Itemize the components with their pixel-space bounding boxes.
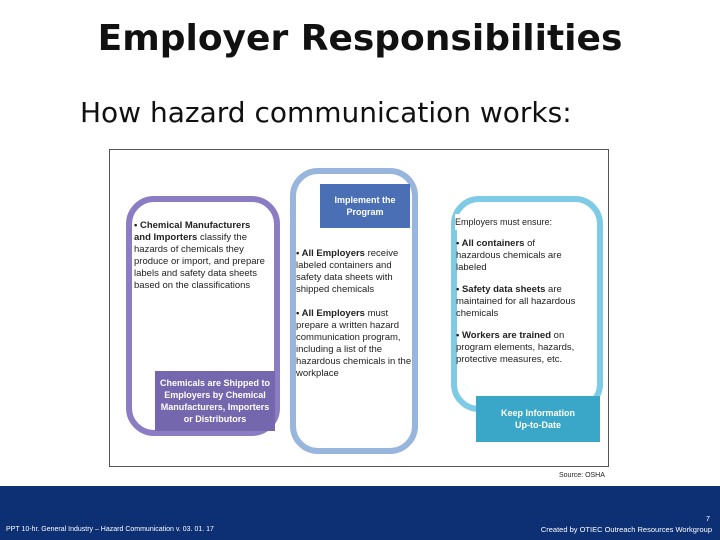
employers-receive-body: receive labeled containers and safety data sheets with shipped chemicals bbox=[296, 248, 399, 295]
containers-bold: • All containers bbox=[456, 238, 525, 249]
keep-info-header: Keep Information Up-to-Date bbox=[476, 396, 600, 442]
footer-credit: Created by OTIEC Outreach Resources Workgroup bbox=[540, 525, 712, 534]
employers-prepare-body: must prepare a written hazard communication program, including a list of the hazardous chemicals in the workplace bbox=[296, 308, 412, 379]
training-text bbox=[456, 330, 580, 366]
footer-course-label: PPT 10-hr. General Industry – Hazard Communication v. 03. 01. 17 bbox=[6, 526, 214, 533]
manufacturers-bold: • Chemical Manufacturers and Importers bbox=[134, 220, 251, 243]
hazcom-diagram bbox=[109, 149, 609, 467]
implement-program-header: Implement the Program bbox=[320, 184, 410, 228]
slide-title: Employer Responsibilities bbox=[97, 18, 623, 59]
chemicals-shipped-header: Chemicals are Shipped to Employers by Chemical Manufacturers, Importers or Distributors bbox=[155, 371, 275, 431]
employers-ensure-header: Employers must ensure: bbox=[455, 214, 575, 230]
employers-receive-text bbox=[296, 248, 412, 296]
employers-prepare-text bbox=[296, 308, 412, 380]
manufacturers-body: classify the hazards of chemicals they produce or import, and prepare labels and safety data sheets based on the classifications bbox=[134, 232, 265, 291]
page-number: 7 bbox=[705, 514, 710, 523]
training-bold: • Workers are trained bbox=[456, 330, 552, 341]
sds-body: are maintained for all hazardous chemicals bbox=[456, 284, 576, 319]
source-credit: Source: OSHA bbox=[559, 472, 605, 479]
containers-body: of hazardous chemicals are labeled bbox=[456, 238, 562, 273]
slide-subtitle: How hazard communication works: bbox=[80, 96, 572, 129]
employers-prepare-bold: • All Employers bbox=[296, 308, 365, 319]
training-body: on program elements, hazards, protective measures, etc. bbox=[456, 330, 575, 365]
manufacturers-text bbox=[134, 220, 266, 292]
sds-bold: • Safety data sheets bbox=[456, 284, 546, 295]
containers-text bbox=[456, 238, 576, 274]
employers-receive-bold: • All Employers bbox=[296, 248, 365, 259]
sds-text bbox=[456, 284, 580, 320]
